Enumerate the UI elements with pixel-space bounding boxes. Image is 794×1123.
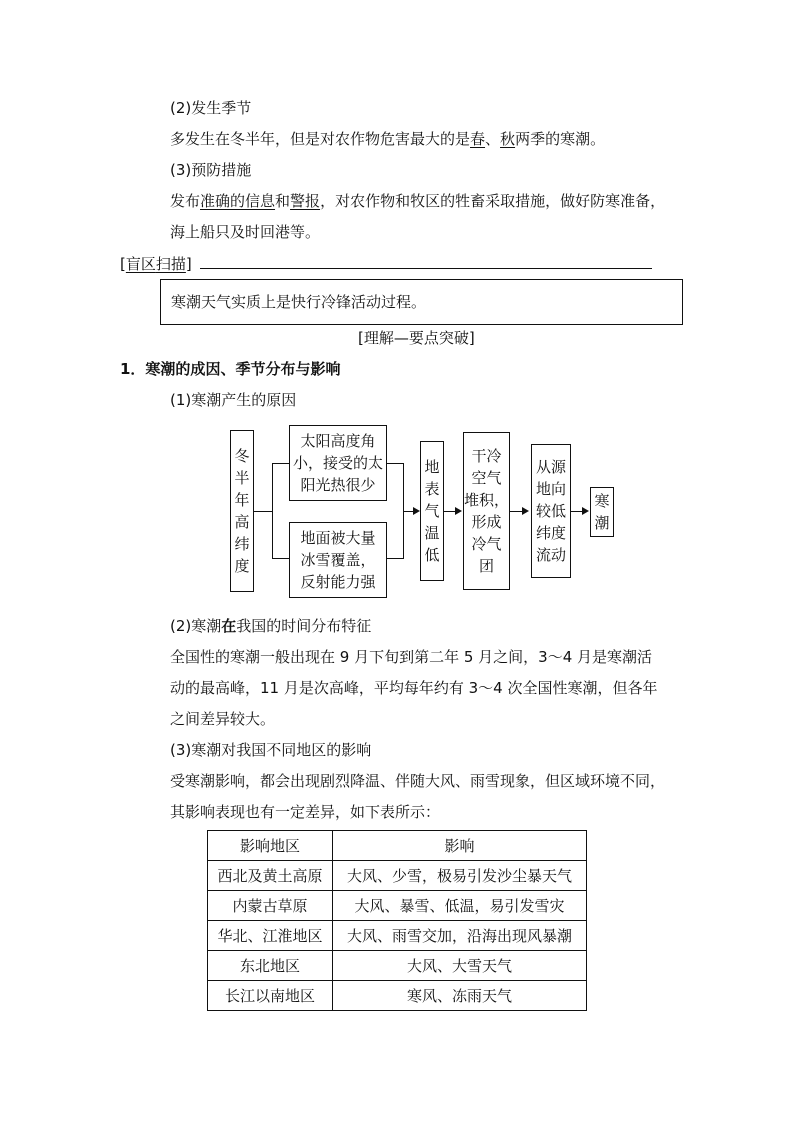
flow-start-char: 度 [234, 557, 250, 575]
blind-label-close: ] [185, 255, 192, 273]
season-spring: 春 [470, 130, 486, 148]
flow-connector [272, 463, 289, 464]
flow-start-char: 半 [234, 469, 250, 487]
table-cell-region: 西北及黄土高原 [208, 861, 333, 891]
flow-snow-line: 反射能力强 [300, 573, 376, 591]
blind-label-b: 扫描 [155, 255, 186, 273]
table-row [208, 981, 587, 1011]
flow-snow-line: 地面被大量 [300, 529, 376, 547]
flow-movement-line: 地向 [535, 480, 566, 498]
table-row [208, 891, 587, 921]
flow-snow-box [289, 522, 387, 598]
impact-line: 其影响表现也有一定差异，如下表所示： [170, 803, 441, 821]
flow-movement-box [531, 444, 571, 578]
section-title: [理解—要点突破] [358, 329, 475, 347]
prevention-line2: 海上船只及时回港等。 [170, 223, 321, 241]
table-row [208, 921, 587, 951]
flow-connector [272, 558, 289, 559]
flow-arrow-icon [582, 507, 589, 515]
table-cell-region: 长江以南地区 [208, 981, 333, 1011]
table-row [208, 861, 587, 891]
time-line: 动的最高峰，11 月是次高峰，平均每年约有 3～4 次全国性寒潮，但各年 [170, 679, 658, 697]
flow-cold-air-line: 形成 [471, 513, 502, 531]
blind-scan-text: 寒潮天气实质上是快行冷锋活动过程。 [171, 293, 427, 311]
season-heading: (2)发生季节 [170, 99, 252, 117]
flow-arrow-line [444, 511, 455, 512]
flow-arrow-icon [455, 507, 462, 515]
flow-arrow-line [510, 511, 522, 512]
flow-snow-line: 冰雪覆盖， [300, 551, 376, 569]
flow-cold-air-line: 干冷 [471, 447, 502, 465]
flow-start-char: 高 [234, 513, 250, 531]
table-cell-region: 华北、江淮地区 [208, 921, 333, 951]
flow-connector [387, 558, 404, 559]
time-line: 之间差异较大。 [170, 710, 276, 728]
flow-arrow-line [571, 511, 582, 512]
blind-scan-rule [200, 268, 652, 269]
blind-scan-label [120, 253, 192, 274]
time-heading-c: 我国的时间分布特征 [236, 617, 372, 635]
flow-start-box [230, 430, 254, 592]
prevention-and: 和 [275, 192, 291, 210]
table-cell-impact: 寒风、冻雨天气 [333, 981, 587, 1011]
flow-cold-air-line: 团 [478, 557, 494, 575]
prevention-after: ，对农作物和牧区的牲畜采取措施，做好防寒准备， [320, 192, 666, 210]
flow-sun-line: 阳光热很少 [300, 476, 376, 494]
table-header: 影响地区 [208, 831, 333, 861]
flow-connector [272, 463, 273, 559]
flow-sun-line: 小，接受的太 [292, 454, 383, 472]
flow-cold-air-line: 空气 [471, 469, 502, 487]
table-header-row [208, 831, 587, 861]
flow-connector [254, 511, 272, 512]
flow-surface-box [420, 441, 444, 581]
flow-cold-air-box [463, 432, 510, 590]
flow-surface-char: 地 [424, 458, 440, 476]
season-text [170, 128, 605, 149]
flow-movement-line: 从源 [535, 458, 566, 476]
flow-end-char: 潮 [594, 514, 610, 532]
blind-label-a: 盲区 [125, 255, 156, 273]
blind-scan-box [160, 279, 683, 325]
table-cell-impact: 大风、少雪，极易引发沙尘暴天气 [333, 861, 587, 891]
prevention-accurate: 准确的信息 [200, 192, 276, 210]
flow-arrow-icon [522, 507, 529, 515]
flow-movement-line: 较低 [535, 502, 566, 520]
time-heading [170, 615, 371, 636]
table-header: 影响 [333, 831, 587, 861]
table-cell-region: 内蒙古草原 [208, 891, 333, 921]
prevention-before: 发布 [170, 192, 201, 210]
prevention-text [170, 190, 665, 211]
table-cell-impact: 大风、暴雪、低温，易引发雪灾 [333, 891, 587, 921]
flow-movement-line: 流动 [535, 546, 566, 564]
prevention-warning: 警报 [290, 192, 321, 210]
table-row [208, 951, 587, 981]
blind-label-open: [ [120, 255, 126, 273]
flow-movement-line: 纬度 [535, 524, 566, 542]
season-sep: 、 [485, 130, 501, 148]
flow-surface-char: 温 [424, 524, 440, 542]
flow-end-box [590, 487, 614, 537]
impact-line: 受寒潮影响，都会出现剧烈降温、伴随大风、雨雪现象，但区域环境不同， [170, 772, 666, 790]
table-cell-impact: 大风、雨雪交加，沿海出现风暴潮 [333, 921, 587, 951]
flow-surface-char: 低 [424, 546, 440, 564]
season-autumn: 秋 [500, 130, 516, 148]
season-text-before: 多发生在冬半年，但是对农作物危害最大的是 [170, 130, 471, 148]
flow-start-char: 年 [234, 491, 250, 509]
time-line: 全国性的寒潮一般出现在 9 月下旬到第二年 5 月之间，3～4 月是寒潮活 [170, 648, 653, 666]
flow-cold-air-line: 堆积， [464, 491, 510, 509]
impact-heading: (3)寒潮对我国不同地区的影响 [170, 741, 372, 759]
time-heading-a: (2)寒潮 [170, 617, 222, 635]
flow-surface-char: 气 [424, 502, 440, 520]
flow-surface-char: 表 [424, 480, 440, 498]
topic1-heading: 1．寒潮的成因、季节分布与影响 [120, 360, 341, 378]
flow-end-char: 寒 [594, 492, 610, 510]
flow-start-char: 冬 [234, 447, 250, 465]
flow-cold-air-line: 冷气 [471, 535, 502, 553]
flow-start-char: 纬 [234, 535, 250, 553]
cause-heading: (1)寒潮产生的原因 [170, 391, 297, 409]
prevention-heading: (3)预防措施 [170, 161, 252, 179]
season-text-after: 两季的寒潮。 [515, 130, 606, 148]
flow-arrow-icon [413, 507, 420, 515]
flow-connector [387, 463, 404, 464]
table-cell-region: 东北地区 [208, 951, 333, 981]
flow-sun-box [289, 425, 387, 501]
impact-table [207, 830, 587, 1011]
table-cell-impact: 大风、大雪天气 [333, 951, 587, 981]
time-heading-b: 在 [221, 617, 237, 635]
flow-sun-line: 太阳高度角 [300, 432, 376, 450]
